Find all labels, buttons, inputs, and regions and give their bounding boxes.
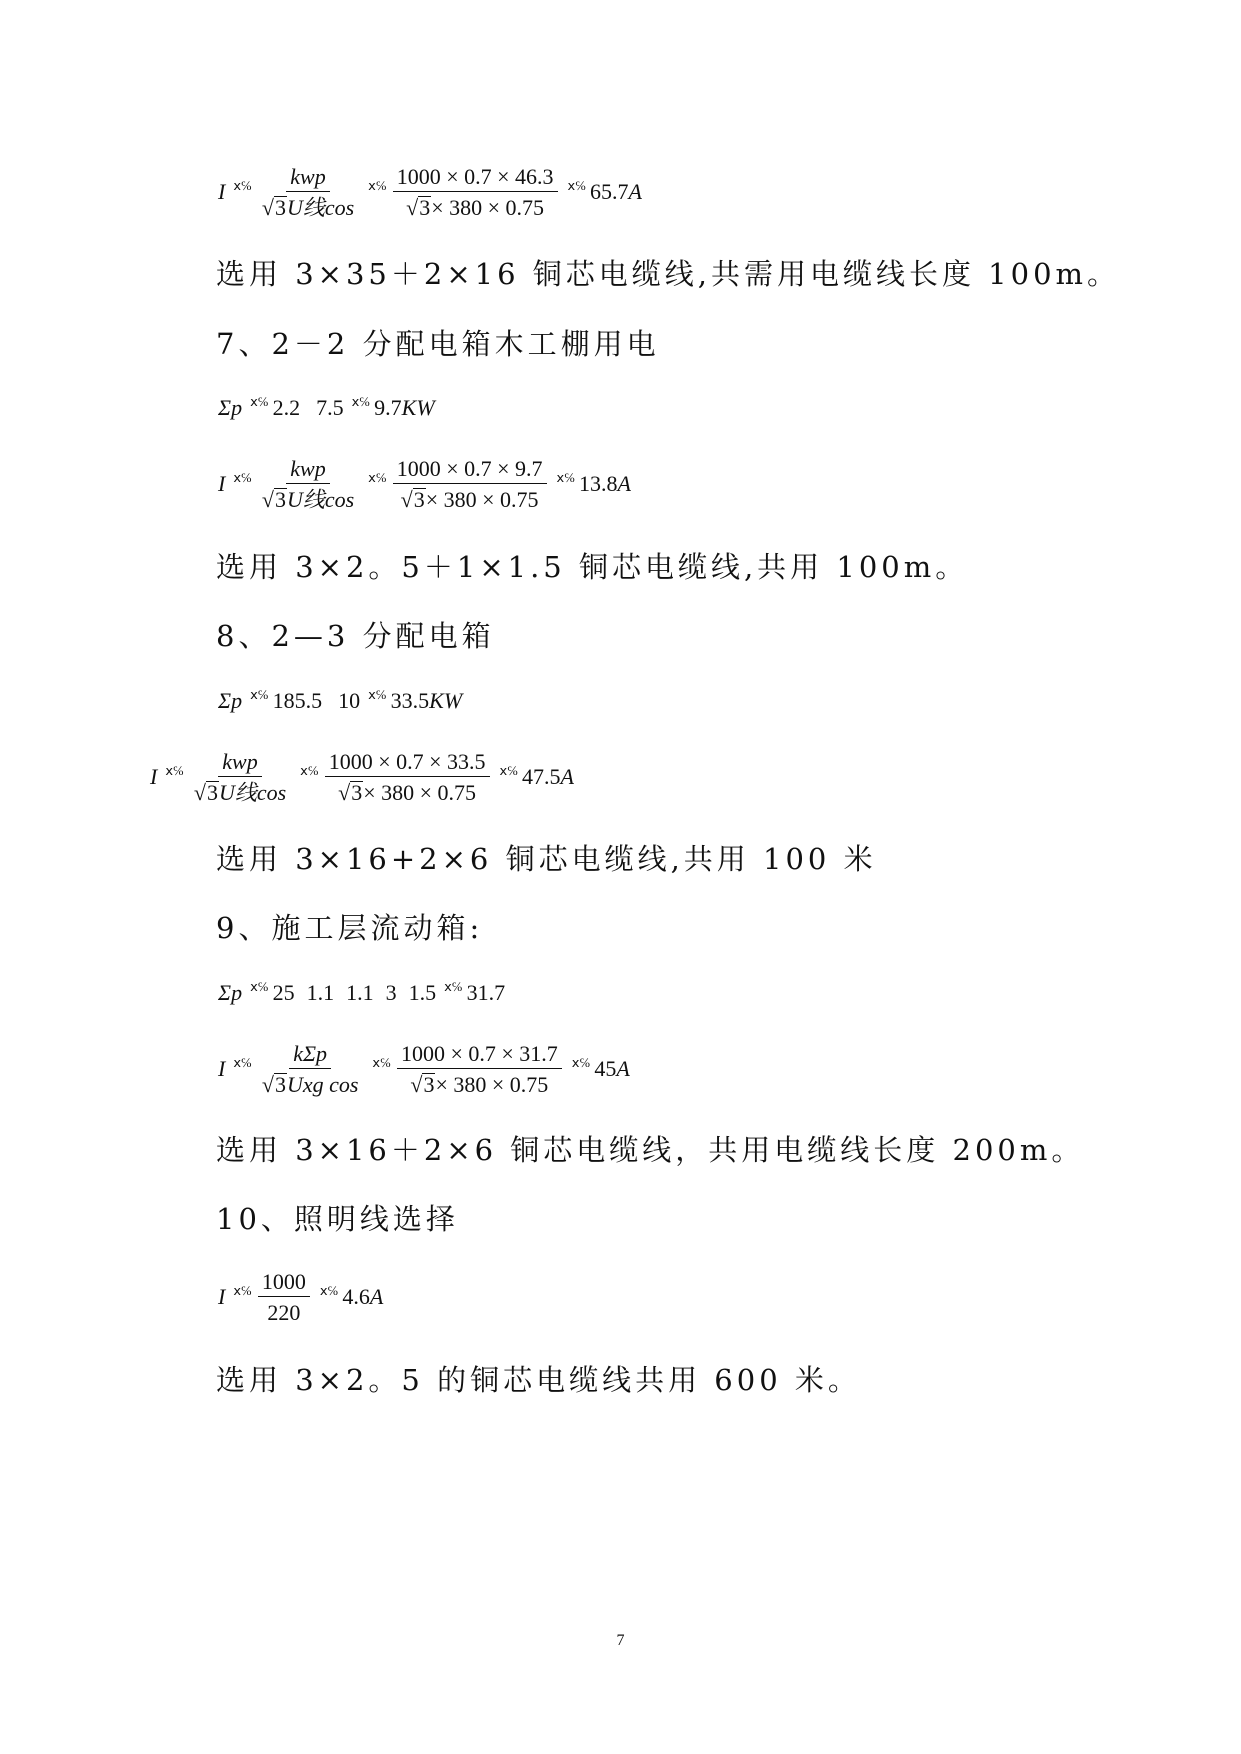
approx-symbol: ⅹ℅	[233, 178, 252, 193]
formula-result: 9.7	[374, 395, 402, 420]
fraction	[258, 165, 358, 219]
unit: A	[560, 764, 574, 789]
term: 1.1	[346, 980, 374, 1005]
denominator: √ 3 × 380 × 0.75	[406, 195, 545, 220]
paragraph: 选用 3×2。5＋1×1.5 铜芯电缆线,共用 100m。	[216, 550, 969, 584]
term: 25	[272, 980, 295, 1005]
formula-result: 47.5	[522, 764, 561, 789]
approx-symbol: ⅹ℅	[368, 687, 387, 702]
section-heading-10: 10、照明线选择	[216, 1202, 459, 1236]
numerator: 1000 × 0.7 × 9.7	[393, 457, 547, 484]
numerator: kΣp	[289, 1042, 331, 1069]
denominator: √ 3 U线cos	[261, 487, 355, 512]
section-heading-7: 7、2－2 分配电箱木工棚用电	[216, 327, 660, 361]
formula-result: 33.5	[390, 688, 430, 713]
approx-symbol: ⅹ℅	[233, 1055, 252, 1070]
formula-lhs: I	[218, 1056, 226, 1081]
denominator: √ 3 × 380 × 0.75	[338, 780, 477, 805]
unit: A	[369, 1284, 384, 1309]
approx-symbol: ⅹ℅	[368, 178, 387, 193]
term: 1.5	[408, 980, 437, 1005]
formula-lhs: Σp	[218, 688, 243, 713]
fraction	[393, 165, 558, 219]
formula-sum-9	[218, 978, 505, 1008]
numerator: 1000 × 0.7 × 33.5	[325, 750, 490, 777]
numerator: 1000 × 0.7 × 46.3	[393, 165, 558, 192]
approx-symbol: ⅹ℅	[372, 1055, 391, 1070]
numerator: 1000 × 0.7 × 31.7	[397, 1042, 562, 1069]
approx-symbol: ⅹ℅	[250, 687, 269, 702]
formula-lhs: I	[150, 764, 158, 789]
formula-lhs: Σp	[218, 395, 243, 420]
fraction	[190, 750, 290, 804]
formula-current-7	[218, 449, 631, 519]
formula-result: 65.7	[590, 179, 629, 204]
approx-symbol: ⅹ℅	[165, 763, 184, 778]
approx-symbol: ⅹ℅	[250, 979, 269, 994]
term: 3	[385, 980, 397, 1005]
denominator: 220	[267, 1300, 301, 1325]
section-heading-8: 8、2—3 分配电箱	[216, 619, 495, 653]
paragraph: 选用 3×16+2×6 铜芯电缆线,共用 100 米	[216, 842, 877, 876]
approx-symbol: ⅹ℅	[368, 470, 387, 485]
approx-symbol: ⅹ℅	[444, 979, 463, 994]
approx-symbol: ⅹ℅	[250, 394, 269, 409]
approx-symbol: ⅹ℅	[499, 763, 519, 778]
fraction	[397, 1042, 562, 1096]
formula-lhs: Σp	[218, 980, 243, 1005]
denominator: √ 3 U线cos	[193, 780, 287, 805]
unit: KW	[401, 395, 435, 420]
approx-symbol: ⅹ℅	[233, 1283, 252, 1298]
approx-symbol: ⅹ℅	[319, 1283, 339, 1298]
fraction	[325, 750, 490, 804]
formula-result: 4.6	[342, 1284, 370, 1309]
term: 7.5	[316, 395, 344, 420]
fraction	[258, 457, 358, 511]
page-number: 7	[616, 1632, 625, 1649]
term: 185.5	[272, 688, 323, 713]
formula-current-1	[218, 157, 642, 227]
unit: A	[628, 179, 642, 204]
formula-current-10	[218, 1262, 383, 1332]
numerator: 1000	[258, 1270, 310, 1297]
formula-result: 13.8	[579, 471, 618, 496]
paragraph: 选用 3×2。5 的铜芯电缆线共用 600 米。	[216, 1363, 861, 1397]
formula-current-9	[218, 1034, 630, 1104]
formula-lhs: I	[218, 471, 226, 496]
fraction	[393, 457, 547, 511]
formula-lhs: I	[218, 1284, 226, 1309]
paragraph: 选用 3×35＋2×16 铜芯电缆线,共需用电缆线长度 100m。	[216, 257, 1121, 291]
term: 2.2	[272, 395, 301, 420]
denominator: √ 3 Uxg cos	[261, 1072, 359, 1097]
denominator: √ 3 U线cos	[261, 195, 355, 220]
formula-result: 45	[594, 1056, 617, 1081]
approx-symbol: ⅹ℅	[233, 470, 252, 485]
approx-symbol: ⅹ℅	[300, 763, 319, 778]
formula-current-8	[150, 742, 574, 812]
numerator: kwp	[286, 457, 329, 484]
formula-result: 31.7	[466, 980, 506, 1005]
section-heading-9: 9、施工层流动箱:	[216, 911, 484, 945]
unit: A	[617, 471, 631, 496]
denominator: √ 3 × 380 × 0.75	[400, 487, 539, 512]
radical: √ 3	[261, 195, 286, 220]
approx-symbol: ⅹ℅	[351, 394, 371, 409]
formula-sum-7	[218, 393, 435, 423]
fraction	[258, 1042, 363, 1096]
term: 1.1	[306, 980, 335, 1005]
formula-lhs: I	[218, 179, 226, 204]
approx-symbol: ⅹ℅	[567, 178, 587, 193]
term: 10	[338, 688, 361, 713]
numerator: kwp	[218, 750, 261, 777]
paragraph: 选用 3×16＋2×6 铜芯电缆线，共用电缆线长度 200m。	[216, 1133, 1085, 1167]
unit: A	[616, 1056, 630, 1081]
approx-symbol: ⅹ℅	[556, 470, 576, 485]
numerator: kwp	[286, 165, 329, 192]
unit: KW	[429, 688, 463, 713]
fraction	[258, 1270, 310, 1324]
formula-sum-8	[218, 686, 462, 716]
approx-symbol: ⅹ℅	[571, 1055, 591, 1070]
denominator: √ 3 × 380 × 0.75	[410, 1072, 549, 1097]
